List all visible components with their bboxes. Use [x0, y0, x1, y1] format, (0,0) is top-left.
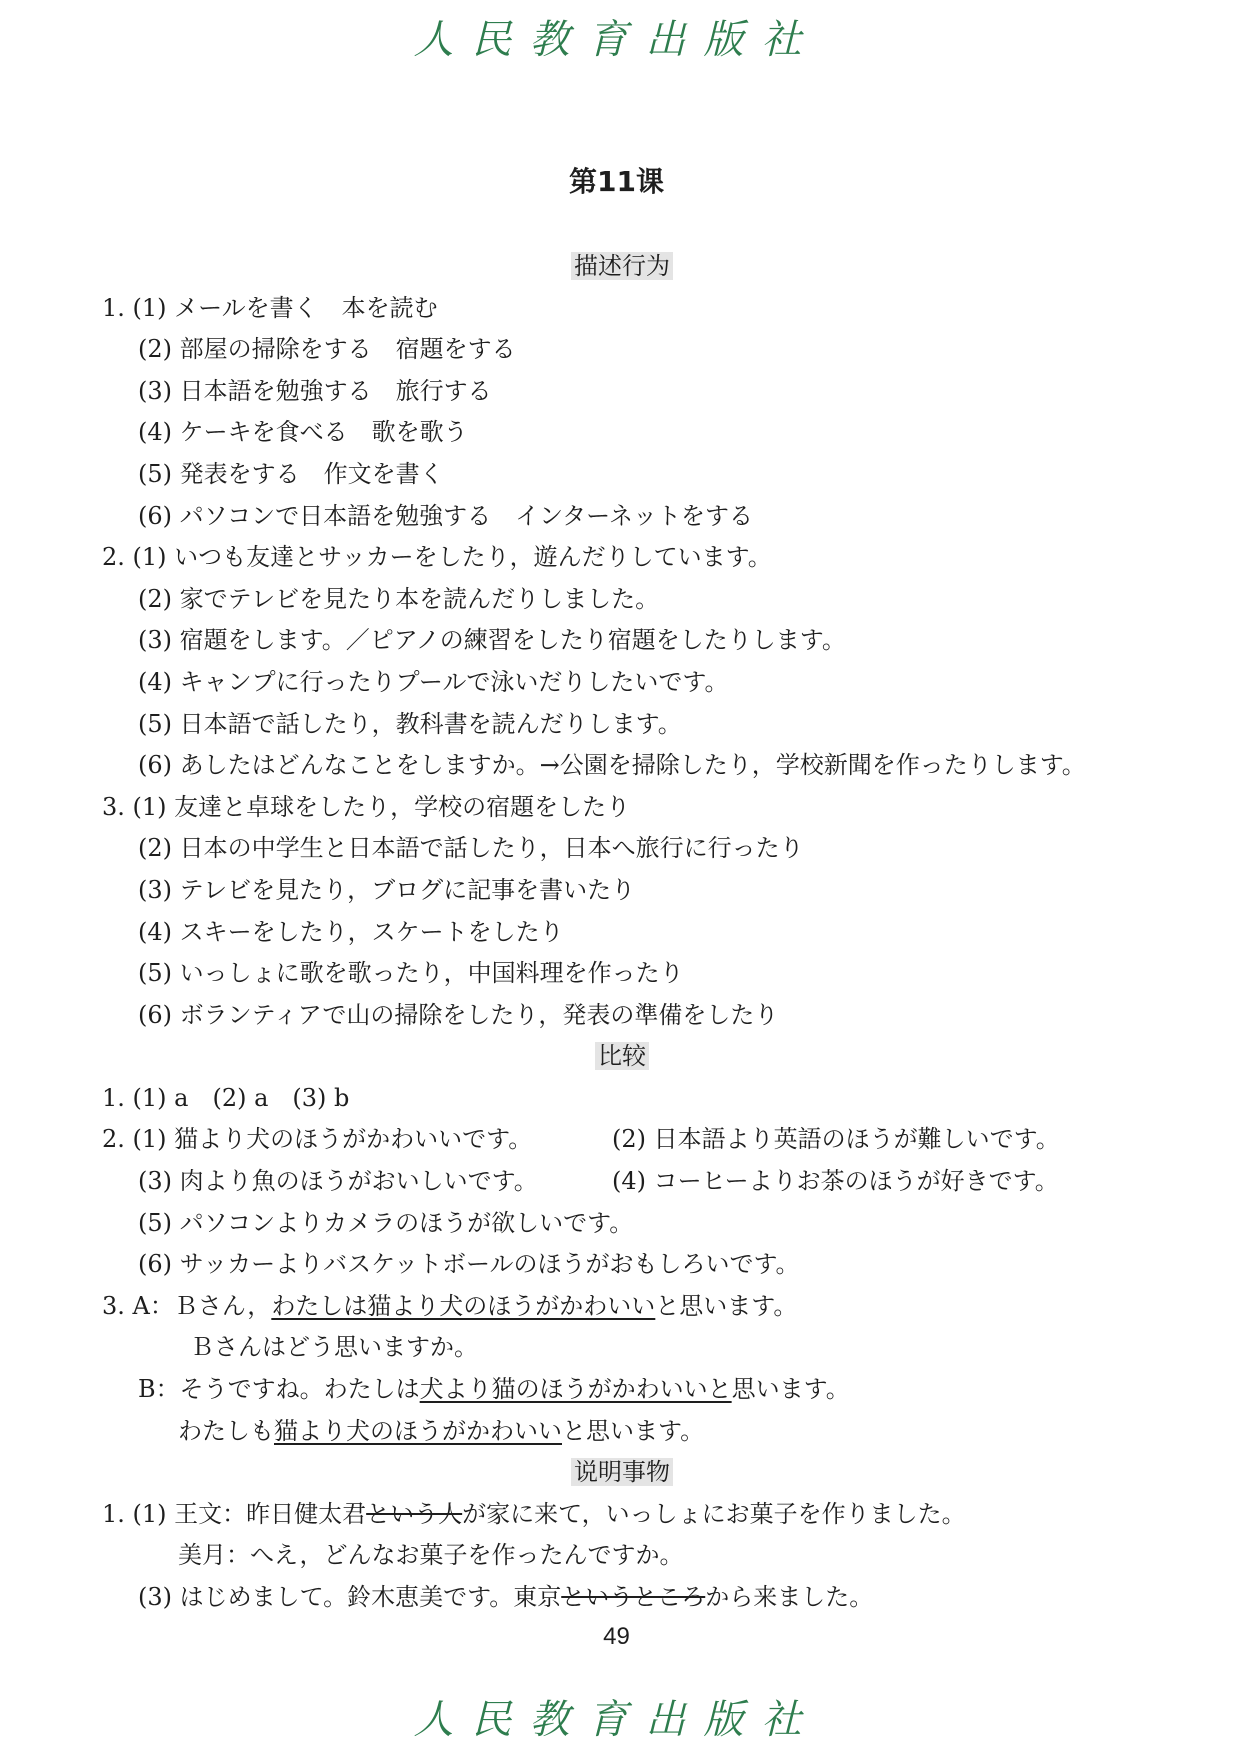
answer-line: 1. (1) 王文：昨日健太君という人が家に来て，いっしょにお菓子を作りました。 [102, 1499, 966, 1528]
answer-line: 3. (1) 友達と卓球をしたり，学校の宿題をしたり [102, 792, 631, 821]
answer-line: 2. (1) いつも友達とサッカーをしたり，遊んだりしています。 [102, 543, 772, 572]
answer-line: 美月：へえ，どんなお菓子を作ったんですか。 [178, 1541, 684, 1570]
answer-line: (3) 日本語を勉強する 旅行する [138, 376, 492, 405]
answer-right: (2) 日本語より英語のほうが難しいです。 [612, 1125, 1060, 1154]
answer-line: (5) 発表をする 作文を書く [138, 459, 444, 488]
section-heading-explain: 说明事物 [102, 1452, 1142, 1494]
answer-content [102, 246, 1142, 1619]
answer-line: 1. (1) メールを書く 本を読む [102, 293, 438, 322]
underlined-answer: わたしは猫より犬のほうがかわいい [271, 1291, 656, 1320]
answer-line: (6) あしたはどんなことをしますか。→公園を掃除したり，学校新聞を作ったりします。 [138, 751, 1086, 780]
dialogue-line-a2: Ｂさんはどう思いますか。 [190, 1333, 478, 1362]
answer-left: 2. (1) 猫より犬のほうがかわいいです。 [102, 1125, 533, 1154]
publisher-logo-bottom: 人民教育出版社 [413, 1697, 820, 1743]
answer-line: (2) 家でテレビを見たり本を読んだりしました。 [138, 584, 660, 613]
underlined-answer: 猫より犬のほうがかわいい [274, 1416, 562, 1445]
lesson-title: 第11课 [569, 165, 664, 198]
dialogue-line-b: B：そうですね。わたしは犬より猫のほうがかわいいと思います。 [138, 1375, 850, 1404]
dialogue-line-a: 3. A：Ｂさん，わたしは猫より犬のほうがかわいいと思います。 [102, 1291, 798, 1320]
dialogue-line-b2: わたしも猫より犬のほうがかわいいと思います。 [178, 1416, 705, 1445]
answer-line: (4) スキーをしたり，スケートをしたり [138, 917, 564, 946]
answer-line: (6) ボランティアで山の掃除をしたり，発表の準備をしたり [138, 1000, 779, 1029]
answer-line: (5) いっしょに歌を歌ったり，中国料理を作ったり [138, 959, 684, 988]
answer-line: (5) 日本語で話したり，教科書を読んだりします。 [138, 709, 682, 738]
answer-line: (2) 日本の中学生と日本語で話したり，日本へ旅行に行ったり [138, 834, 804, 863]
underlined-answer: 犬より猫のほうがかわいいと [419, 1375, 732, 1404]
struck-text: という人 [366, 1499, 463, 1528]
answer-line-pair [102, 1161, 1142, 1203]
answer-line: (4) ケーキを食べる 歌を歌う [138, 418, 468, 447]
section-heading-describe: 描述行为 [102, 246, 1142, 288]
publisher-logo-top: 人民教育出版社 [413, 17, 820, 63]
answer-line-pair [102, 1119, 1142, 1161]
answer-line: (5) パソコンよりカメラのほうが欲しいです。 [138, 1208, 634, 1237]
answer-line: (6) サッカーよりバスケットボールのほうがおもしろいです。 [138, 1250, 800, 1279]
struck-text: というところ [561, 1583, 706, 1611]
answer-right: (4) コーヒーよりお茶のほうが好きです。 [612, 1167, 1059, 1196]
answer-line: (6) パソコンで日本語を勉強する インターネットをする [138, 501, 753, 530]
page-number: 49 [603, 1623, 630, 1650]
answer-line: (2) 部屋の掃除をする 宿題をする [138, 335, 516, 364]
answer-line: (3) テレビを見たり，ブログに記事を書いたり [138, 875, 636, 904]
answer-left: (3) 肉より魚のほうがおいしいです。 [138, 1167, 538, 1196]
answer-line: (4) キャンプに行ったりプールで泳いだりしたいです。 [138, 667, 729, 696]
answer-line: (3) はじめまして。鈴木恵美です。東京というところから来ました。 [138, 1583, 874, 1611]
answer-line: (3) 宿題をします。／ピアノの練習をしたり宿題をしたりします。 [138, 626, 846, 655]
section-heading-compare: 比较 [102, 1036, 1142, 1078]
answer-line: 1. (1) a (2) a (3) b [102, 1083, 350, 1112]
